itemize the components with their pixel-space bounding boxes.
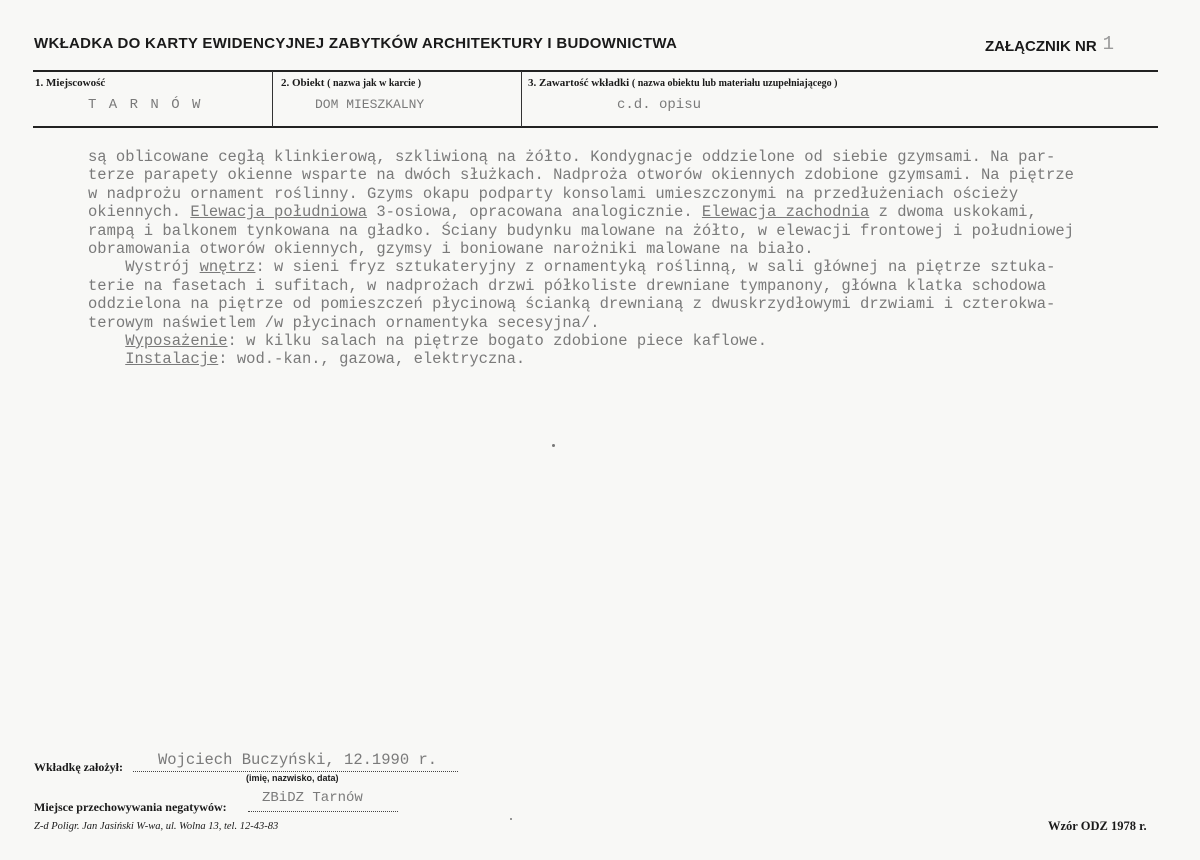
text-segment: : wod.-kan., gazowa, elektryczna.: [218, 350, 526, 369]
printer-imprint: Z-d Poligr. Jan Jasiński W-wa, ul. Wolna 13, tel. 12-43-83: [34, 821, 279, 832]
text-segment: oddzielona na piętrze od pomieszczeń płycinową ścianką drewnianą z dwuskrzydłowymi drzwiami i czterokwa-: [88, 295, 1056, 314]
text-segment: terze parapety okienne wsparte na dwóch służkach. Nadproża otworów okiennych zdobione gzymsami. Na piętrze: [88, 166, 1074, 185]
text-segment: : w kilku salach na piętrze bogato zdobione piece kaflowe.: [227, 331, 768, 350]
description-line: [88, 203, 1163, 221]
annex-label: ZAŁĄCZNIK NR: [985, 38, 1097, 55]
field-divider-2: [521, 71, 522, 127]
description-line: [88, 332, 1163, 350]
annex-number: 1: [1102, 33, 1115, 55]
text-segment: z dwoma uskokami,: [869, 203, 1037, 222]
content-label-note: ( nazwa obiektu lub materiału uzupełniającego ): [631, 78, 838, 89]
content-label: [528, 77, 837, 89]
locality-label: 1. Miejscowość: [35, 77, 106, 89]
underlined-heading: Elewacja południowa: [190, 203, 368, 222]
object-value: DOM MIESZKALNY: [315, 97, 425, 112]
text-segment: terowym naświetlem /w płycinach ornamentyka secesyjna/.: [88, 313, 600, 332]
form-template-code: Wzór ODZ 1978 r.: [1048, 819, 1147, 833]
storage-value: ZBiDZ Tarnów: [262, 790, 363, 806]
underlined-heading: Wyposażenie: [125, 331, 228, 350]
object-label-note: ( nazwa jak w karcie ): [327, 78, 422, 89]
content-label-text: 3. Zawartość wkładki: [528, 77, 630, 89]
text-segment: 3-osiowa, opracowana analogicznie.: [367, 203, 702, 222]
description-line: [88, 222, 1163, 240]
author-value: Wojciech Buczyński, 12.1990 r.: [158, 751, 438, 769]
storage-dotted-line: [248, 811, 398, 812]
underlined-heading: Elewacja zachodnia: [701, 203, 870, 222]
locality-value: T A R N Ó W: [88, 97, 203, 113]
text-segment: rampą i balkonem tynkowana na gładko. Ściany budynku malowane na żółto, w elewacji frontowej i południowej: [88, 221, 1074, 240]
paper-speck: [510, 818, 512, 820]
text-segment: są oblicowane cegłą klinkierową, szkliwioną na żółto. Kondygnacje oddzielone od siebie gzymsami. Na par-: [88, 148, 1056, 166]
description-line: [88, 258, 1163, 276]
description-text: [88, 148, 1163, 369]
description-line: [88, 295, 1163, 313]
field-divider-1: [272, 71, 273, 127]
content-value: c.d. opisu: [617, 97, 702, 113]
author-label: Wkładkę założył:: [34, 760, 123, 774]
text-segment: : w sieni fryz sztukateryjny z ornamentyką roślinną, w sali głównej na piętrze sztuka-: [255, 258, 1056, 277]
text-segment: [88, 332, 125, 350]
header-bottom-rule: [33, 126, 1158, 128]
description-line: [88, 166, 1163, 184]
author-dotted-line: [133, 771, 458, 772]
object-label: [281, 77, 421, 89]
object-label-text: 2. Obiekt: [281, 77, 325, 89]
text-segment: obramowania otworów okiennych, gzymsy i boniowane narożniki malowane na biało.: [88, 239, 814, 258]
description-line: [88, 185, 1163, 203]
header-top-rule: [33, 70, 1158, 72]
storage-label: Miejsce przechowywania negatywów:: [34, 800, 227, 814]
underlined-heading: Instalacje: [125, 350, 219, 369]
description-line: [88, 148, 1163, 166]
annex-number-block: [985, 35, 1114, 57]
underlined-heading: wnętrz: [199, 258, 256, 277]
description-line: [88, 350, 1163, 368]
text-segment: okiennych.: [88, 203, 191, 222]
paper-speck: [552, 444, 555, 447]
text-segment: [88, 350, 125, 368]
description-line: [88, 240, 1163, 258]
form-title: WKŁADKA DO KARTY EWIDENCYJNEJ ZABYTKÓW ARCHITEKTURY I BUDOWNICTWA: [34, 35, 678, 52]
text-segment: w nadprożu ornament roślinny. Gzyms okapu podparty konsolami umieszczonymi na przedłużeniach ościeży: [88, 184, 1019, 203]
author-caption: (imię, nazwisko, data): [246, 773, 339, 783]
text-segment: terie na fasetach i sufitach, w nadprożach drzwi półkoliste drewniane tympanony, główna klatka schodowa: [88, 276, 1047, 295]
description-line: [88, 277, 1163, 295]
text-segment: Wystrój: [88, 258, 200, 277]
description-line: [88, 314, 1163, 332]
